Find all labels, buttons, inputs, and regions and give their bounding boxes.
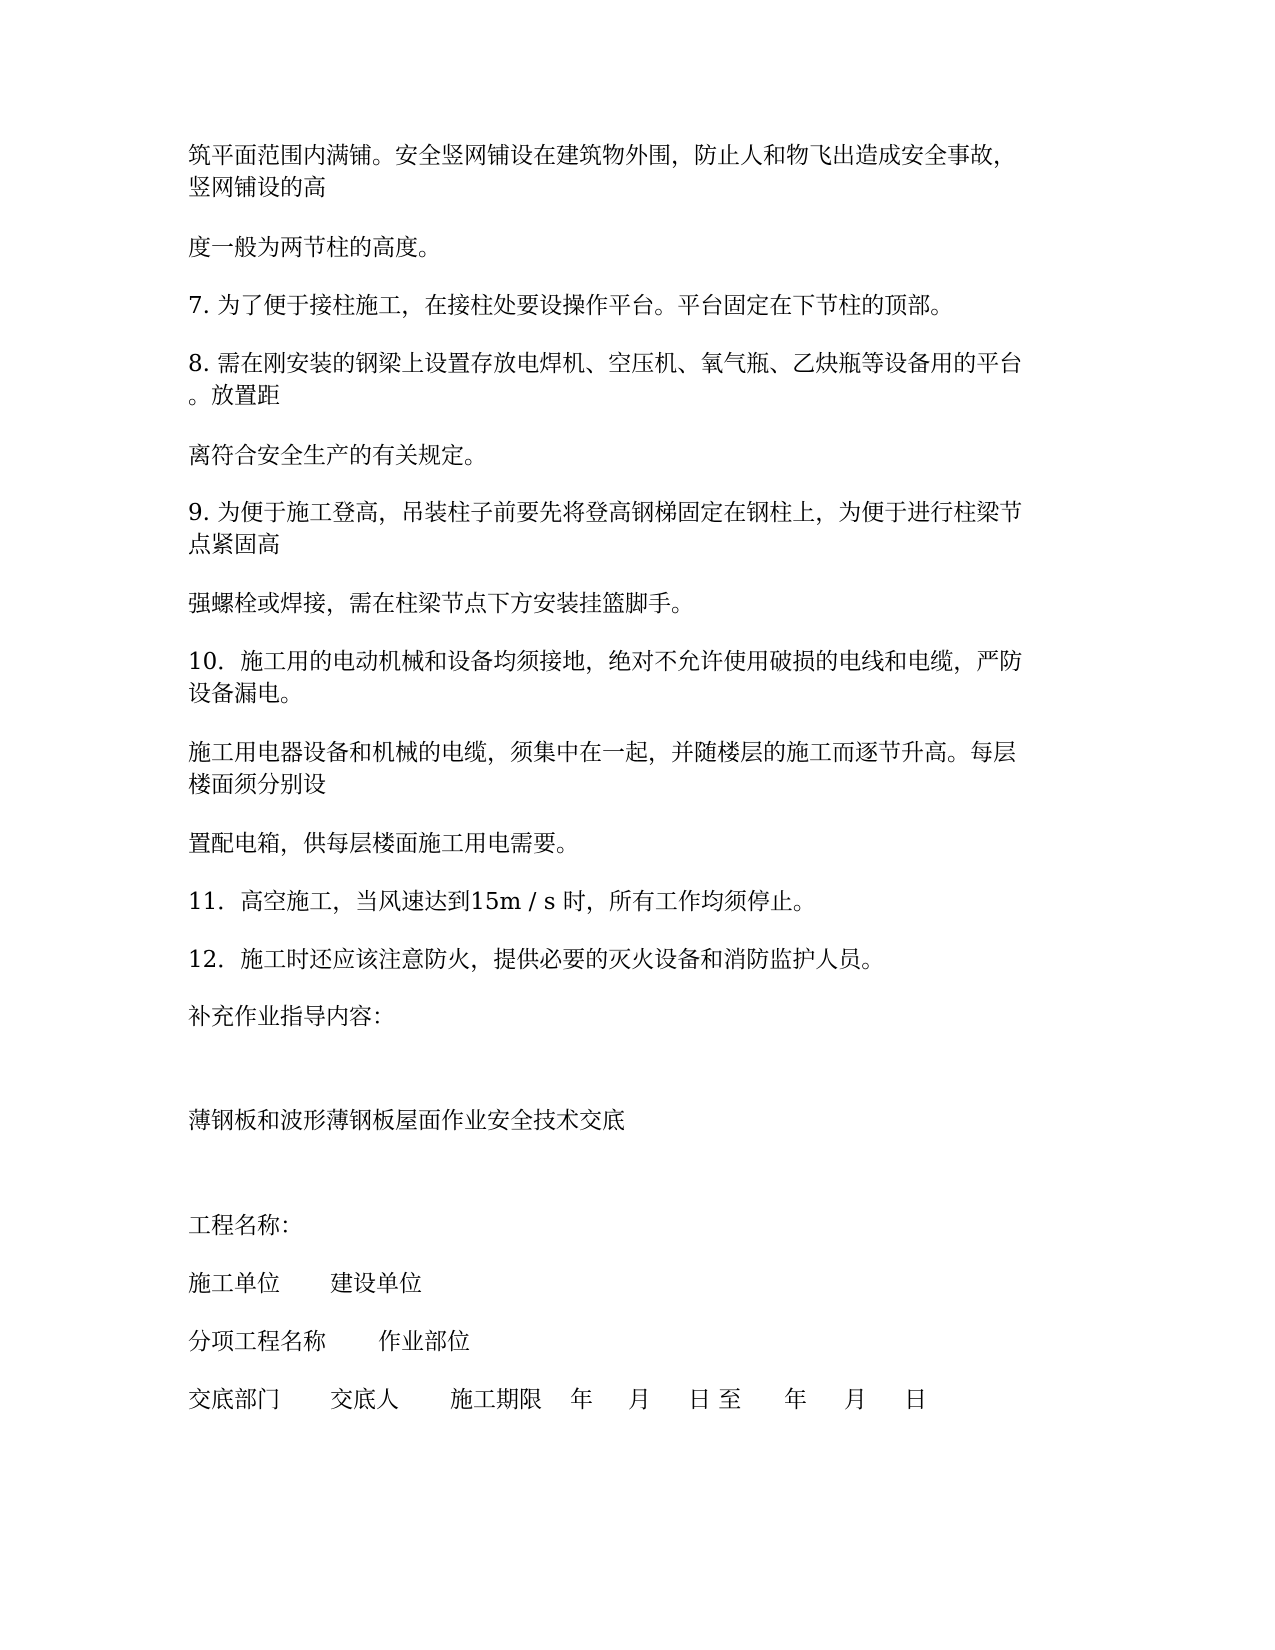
project-name-label: 工程名称： [188, 1213, 303, 1239]
paragraph-supplement: 补充作业指导内容： [188, 1004, 395, 1030]
form-row-sub-project [188, 1326, 588, 1358]
start-year-label: 年 [570, 1387, 593, 1413]
start-month-label: 月 [628, 1387, 651, 1413]
paragraph-item-11: 11．高空施工，当风速达到15m / s 时，所有工作均须停止。 [188, 889, 816, 915]
end-year-label: 年 [784, 1387, 807, 1413]
form-row-project-name [188, 1210, 303, 1242]
end-day-label: 日 [904, 1387, 927, 1413]
form-row-units [188, 1268, 588, 1300]
section-title: 薄钢板和波形薄钢板屋面作业安全技术交底 [188, 1108, 625, 1134]
work-location-label: 作业部位 [378, 1329, 470, 1355]
paragraph-item-7: 7. 为了便于接柱施工，在接柱处要设操作平台。平台固定在下节柱的顶部。 [188, 293, 954, 319]
sub-project-name-label: 分项工程名称 [188, 1329, 326, 1355]
paragraph-item-9: 9. 为便于施工登高，吊装柱子前要先将登高钢梯固定在钢柱上，为便于进行柱梁节 点紧固高 [188, 500, 1023, 558]
construction-period-label: 施工期限 [450, 1387, 542, 1413]
construction-unit-label: 施工单位 [188, 1271, 280, 1297]
paragraph-item-8-cont: 离符合安全生产的有关规定。 [188, 443, 487, 469]
paragraph-item-10-cont: 置配电箱，供每层楼面施工用电需要。 [188, 831, 579, 857]
owner-unit-label: 建设单位 [330, 1271, 422, 1297]
paragraph-net-height: 度一般为两节柱的高度。 [188, 235, 441, 261]
paragraph-item-10-cables: 施工用电器设备和机械的电缆，须集中在一起，并随楼层的施工而逐节升高。每层 楼面须分别设 [188, 740, 1016, 798]
paragraph-item-10: 10．施工用的电动机械和设备均须接地，绝对不允许使用破损的电线和电缆，严防 设备漏电。 [188, 649, 1023, 707]
paragraph-item-12: 12．施工时还应该注意防火，提供必要的灭火设备和消防监护人员。 [188, 947, 885, 973]
briefing-dept-label: 交底部门 [188, 1387, 280, 1413]
briefing-person-label: 交底人 [330, 1387, 399, 1413]
end-month-label: 月 [844, 1387, 867, 1413]
form-row-briefing [188, 1384, 968, 1416]
paragraph-item-8: 8. 需在刚安装的钢梁上设置存放电焊机、空压机、氧气瓶、乙炔瓶等设备用的平台 。放置距 [188, 351, 1023, 409]
paragraph-item-9-cont: 强螺栓或焊接，需在柱梁节点下方安装挂篮脚手。 [188, 591, 694, 617]
start-day-to-label: 日 至 [688, 1387, 742, 1413]
paragraph-safety-net: 筑平面范围内满铺。安全竖网铺设在建筑物外围，防止人和物飞出造成安全事故， 竖网铺设的高 [188, 143, 1016, 201]
